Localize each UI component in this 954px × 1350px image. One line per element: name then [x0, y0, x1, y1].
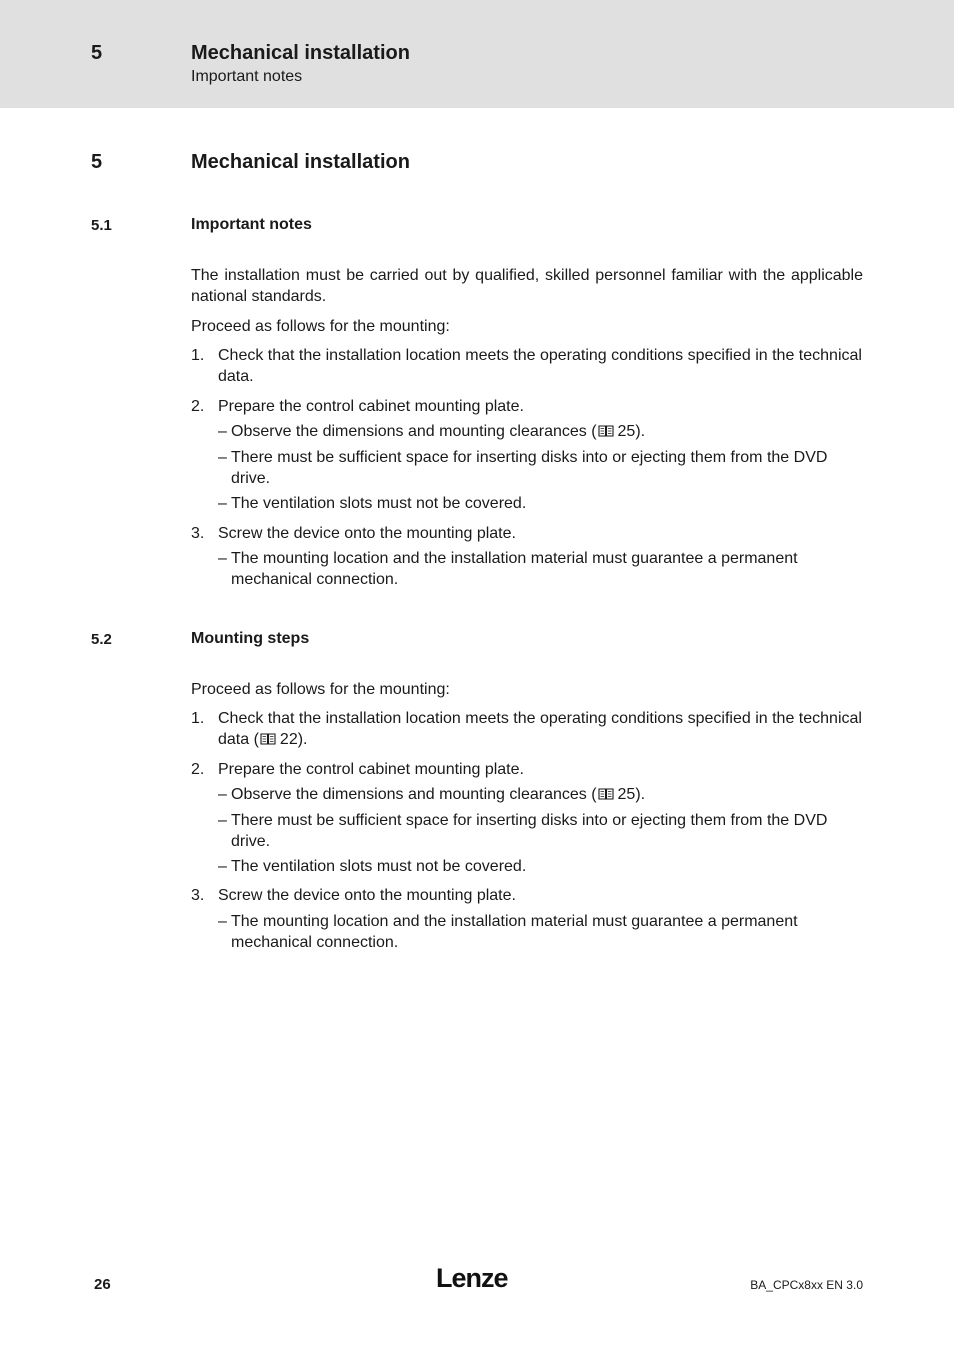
section-2-proceed: Proceed as follows for the mounting: [191, 681, 450, 698]
section-2-title: Mounting steps [191, 630, 310, 647]
page-number: 26 [94, 1276, 111, 1293]
header-section-title: Important notes [191, 68, 303, 85]
header-chapter-number: 5 [91, 42, 103, 64]
sub-list-text: The mounting location and the installation material must guarantee a permanent mechanical connection. [231, 913, 798, 951]
sub-list-text: There must be sufficient space for inserting disks into or ejecting them from the DVD drive. [231, 449, 828, 487]
section-1-proceed: Proceed as follows for the mounting: [191, 318, 450, 335]
sub-list-text: The ventilation slots must not be covered. [231, 495, 527, 512]
running-header [0, 0, 954, 108]
list-text: Check that the installation location meets the operating conditions specified in the technical data. [218, 347, 862, 385]
dash: – [218, 423, 227, 440]
sub-list-text: The mounting location and the installation material must guarantee a permanent mechanical connection. [231, 550, 798, 588]
dash: – [218, 449, 227, 466]
book-icon [260, 732, 276, 745]
list-text: Screw the device onto the mounting plate. [218, 525, 516, 542]
section-2-number: 5.2 [91, 631, 112, 648]
chapter-title: Mechanical installation [191, 151, 410, 173]
sub-list-text: Observe the dimensions and mounting clearances ( 25). [231, 786, 646, 803]
list-text: Prepare the control cabinet mounting plate. [218, 398, 524, 415]
section-1-intro: The installation must be carried out by qualified, skilled personnel familiar with the applicable national standards. [191, 267, 863, 305]
book-icon [598, 787, 614, 800]
header-chapter-title: Mechanical installation [191, 42, 410, 64]
section-1-number: 5.1 [91, 217, 112, 234]
sub-list-text: There must be sufficient space for inserting disks into or ejecting them from the DVD drive. [231, 812, 828, 850]
list-number: 1. [191, 347, 205, 364]
dash: – [218, 550, 227, 567]
dash: – [218, 812, 227, 829]
dash: – [218, 913, 227, 930]
list-text: Prepare the control cabinet mounting plate. [218, 761, 524, 778]
section-1-title: Important notes [191, 216, 312, 233]
dash: – [218, 786, 227, 803]
list-number: 2. [191, 761, 205, 778]
lenze-logo: Lenze [436, 1263, 508, 1293]
list-number: 3. [191, 887, 205, 904]
chapter-number: 5 [91, 151, 103, 173]
list-text: Screw the device onto the mounting plate. [218, 887, 516, 904]
book-icon [598, 424, 614, 437]
list-number: 2. [191, 398, 205, 415]
list-number: 1. [191, 710, 205, 727]
dash: – [218, 495, 227, 512]
sub-list-text: Observe the dimensions and mounting clearances ( 25). [231, 423, 646, 440]
list-number: 3. [191, 525, 205, 542]
list-text: Check that the installation location meets the operating conditions specified in the technical data ( 22). [218, 710, 862, 748]
sub-list-text: The ventilation slots must not be covered. [231, 858, 527, 875]
dash: – [218, 858, 227, 875]
document-id: BA_CPCx8xx EN 3.0 [750, 1278, 863, 1292]
